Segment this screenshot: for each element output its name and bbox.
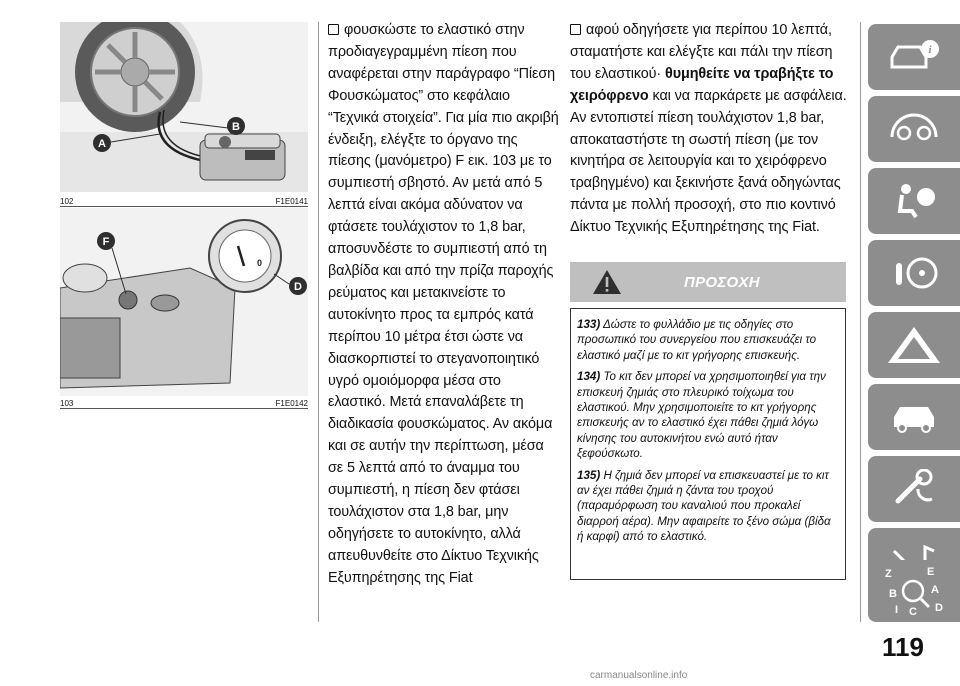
tab-driving[interactable] [868, 240, 960, 306]
tire-compressor-illustration [60, 22, 308, 192]
warning-body [570, 308, 846, 580]
warning-title: ΠΡΟΣΟΧΗ [684, 273, 760, 291]
tab-car-info[interactable] [868, 24, 960, 90]
warning-item [577, 468, 837, 545]
svg-text:D: D [935, 602, 943, 614]
warning-triangle-icon [592, 269, 622, 295]
after-driving-text: αφού οδηγήσετε για περίπου 10 λεπτά, σταματήστε και ελέγξτε και πάλι την πίεση του ελαστικού· [570, 22, 833, 82]
warning-header [570, 262, 846, 302]
tab-breakdown[interactable] [868, 384, 960, 450]
caption-divider [60, 408, 308, 409]
svg-text:I: I [895, 604, 899, 616]
breakdown-car-icon [884, 397, 944, 437]
figure-code: F1E0142 [275, 398, 308, 408]
label-a: A [98, 138, 106, 150]
procedure-paragraph: φουσκώστε το ελαστικό στην προδιαγεγραμμένη πίεση που αναφέρεται στην παράγραφο “Πίεση Φουσκώματος” στο κεφάλαιο “Τεχνικά στοιχεία”. Για μία πιο ακριβή ένδειξη, ελέγξτε το όργανο της πίεσης (μανόμετρο) F εικ. 103 με το συμπιεστή σβηστό. Αν μετά από 5 λεπτά είναι ακόμα αδύνατον να φτάσετε τουλάχιστον το 1,8 bar, αποσυνδέστε το συμπιεστή από τη βαλβίδα και από την πρίζα παροχής ρεύματος και μετακινείστε το αυτοκίνητο προς τα εμπρός κατά περίπου 10 μέτρα έτσι ώστε να διασκορπιστεί το στεγανοποιητικό υγρό ομοιόμορφα μέσα στο ελαστικό. Μετά επαναλάβετε τη διαδικασία φουσκώματος. Αν ακόμα και σε αυτήν την περίπτωση, μέσα σε 5 λεπτά από το άναμμα του συμπιεστή, η πίεση δεν φτάσει τουλάχιστον στα 1,8 bar, μην οδηγήσετε το αυτοκίνητο, αλλά απευθυνθείτε στο Δίκτυο Τεχνικής Εξυπηρέτησης της Fiat [328, 22, 559, 586]
warning-item-text: Δώστε το φυλλάδιο με τις οδηγίες στο προσωπικό του συνεργείου που επισκευάζει το ελαστικό μαζί με το κιτ γρήγορης επισκευής. [577, 318, 817, 362]
svg-text:A: A [931, 584, 939, 596]
figure-code: F1E0141 [275, 196, 308, 206]
svg-text:0: 0 [257, 258, 263, 268]
column-divider [860, 22, 861, 622]
warning-item-text: Το κιτ δεν μπορεί να χρησιμοποιηθεί για την επισκευή ζημιάς στο πλευρικό τοίχωμα του ελαστικού. Μην χρησιμοποιείτε το κιτ γρήγορης επισκευής αν το ελαστικό έχει πάθει ζημιά λόγω κίνησης του αυτοκινήτου ενώ αυτό ήταν ξεφούσκωτο. [577, 370, 826, 461]
airbag-seat-icon [884, 181, 944, 221]
warning-item-number: 135) [577, 468, 601, 482]
procedure-text-column [328, 20, 560, 590]
service-wrench-icon [884, 469, 944, 509]
svg-text:E: E [927, 566, 935, 578]
warning-triangle-icon [884, 325, 944, 365]
warning-item [577, 317, 837, 363]
svg-text:Z: Z [885, 568, 892, 580]
label-b: B [232, 121, 240, 133]
tab-index[interactable] [868, 560, 960, 622]
warning-item-text: Η ζημιά δεν μπορεί να επισκευαστεί με το κιτ αν έχει πάθει ζημιά η ζάντα του τροχού (παραμόρφωση του καναλιού που προκαλεί διαρροή αέρα). Μην αφαιρείτε το ξένο σώμα (βίδα ή καρφί) από το ελαστικό. [577, 468, 831, 544]
watermark: carmanualsonline.info [590, 670, 688, 681]
after-driving-text-end: και να παρκάρετε με ασφάλεια. Αν εντοπιστεί πίεση τουλάχιστον 1,8 bar, αποκαταστήστε τη σωστή πίεση (με τον κινητήρα σε λειτουργία και το χειρόφρενο τραβηγμένο) και ξεκινήστε ξανά οδηγώντας πάντα με πολλή προσοχή, στο πιο κοντινό Δίκτυο Τεχνικής Εξυπηρέτησης της Fiat. [570, 87, 847, 236]
warning-item-number: 133) [577, 318, 601, 331]
dashboard-icon [884, 109, 944, 149]
warning-item-number: 134) [577, 370, 601, 384]
svg-text:C: C [909, 606, 917, 618]
tab-maintenance[interactable] [868, 456, 960, 522]
column-divider [318, 22, 319, 622]
figure-103-compressor-gauge [60, 208, 308, 396]
alphabet-index-icon [879, 563, 949, 619]
checkbox-bullet-icon [328, 24, 339, 35]
figure-number: 102 [60, 196, 74, 206]
car-info-icon [884, 37, 944, 77]
tab-dashboard[interactable] [868, 96, 960, 162]
caption-divider [60, 206, 308, 207]
page-number: 119 [882, 632, 924, 662]
after-driving-text-column [570, 20, 852, 239]
label-d: D [294, 281, 302, 293]
figure-number: 103 [60, 398, 74, 408]
label-f: F [102, 236, 110, 248]
tab-safety[interactable] [868, 168, 960, 234]
steering-wheel-icon [884, 253, 944, 293]
figure-102-tire-compressor [60, 22, 308, 192]
svg-text:B: B [889, 588, 897, 600]
checkbox-bullet-icon [570, 24, 581, 35]
tab-emergency[interactable] [868, 312, 960, 378]
handbrake-reminder: θυμηθείτε να τραβήξτε το χειρόφρενο [570, 65, 834, 104]
compressor-gauge-illustration [60, 208, 308, 396]
svg-text:i: i [928, 44, 932, 56]
warning-item [577, 369, 837, 461]
